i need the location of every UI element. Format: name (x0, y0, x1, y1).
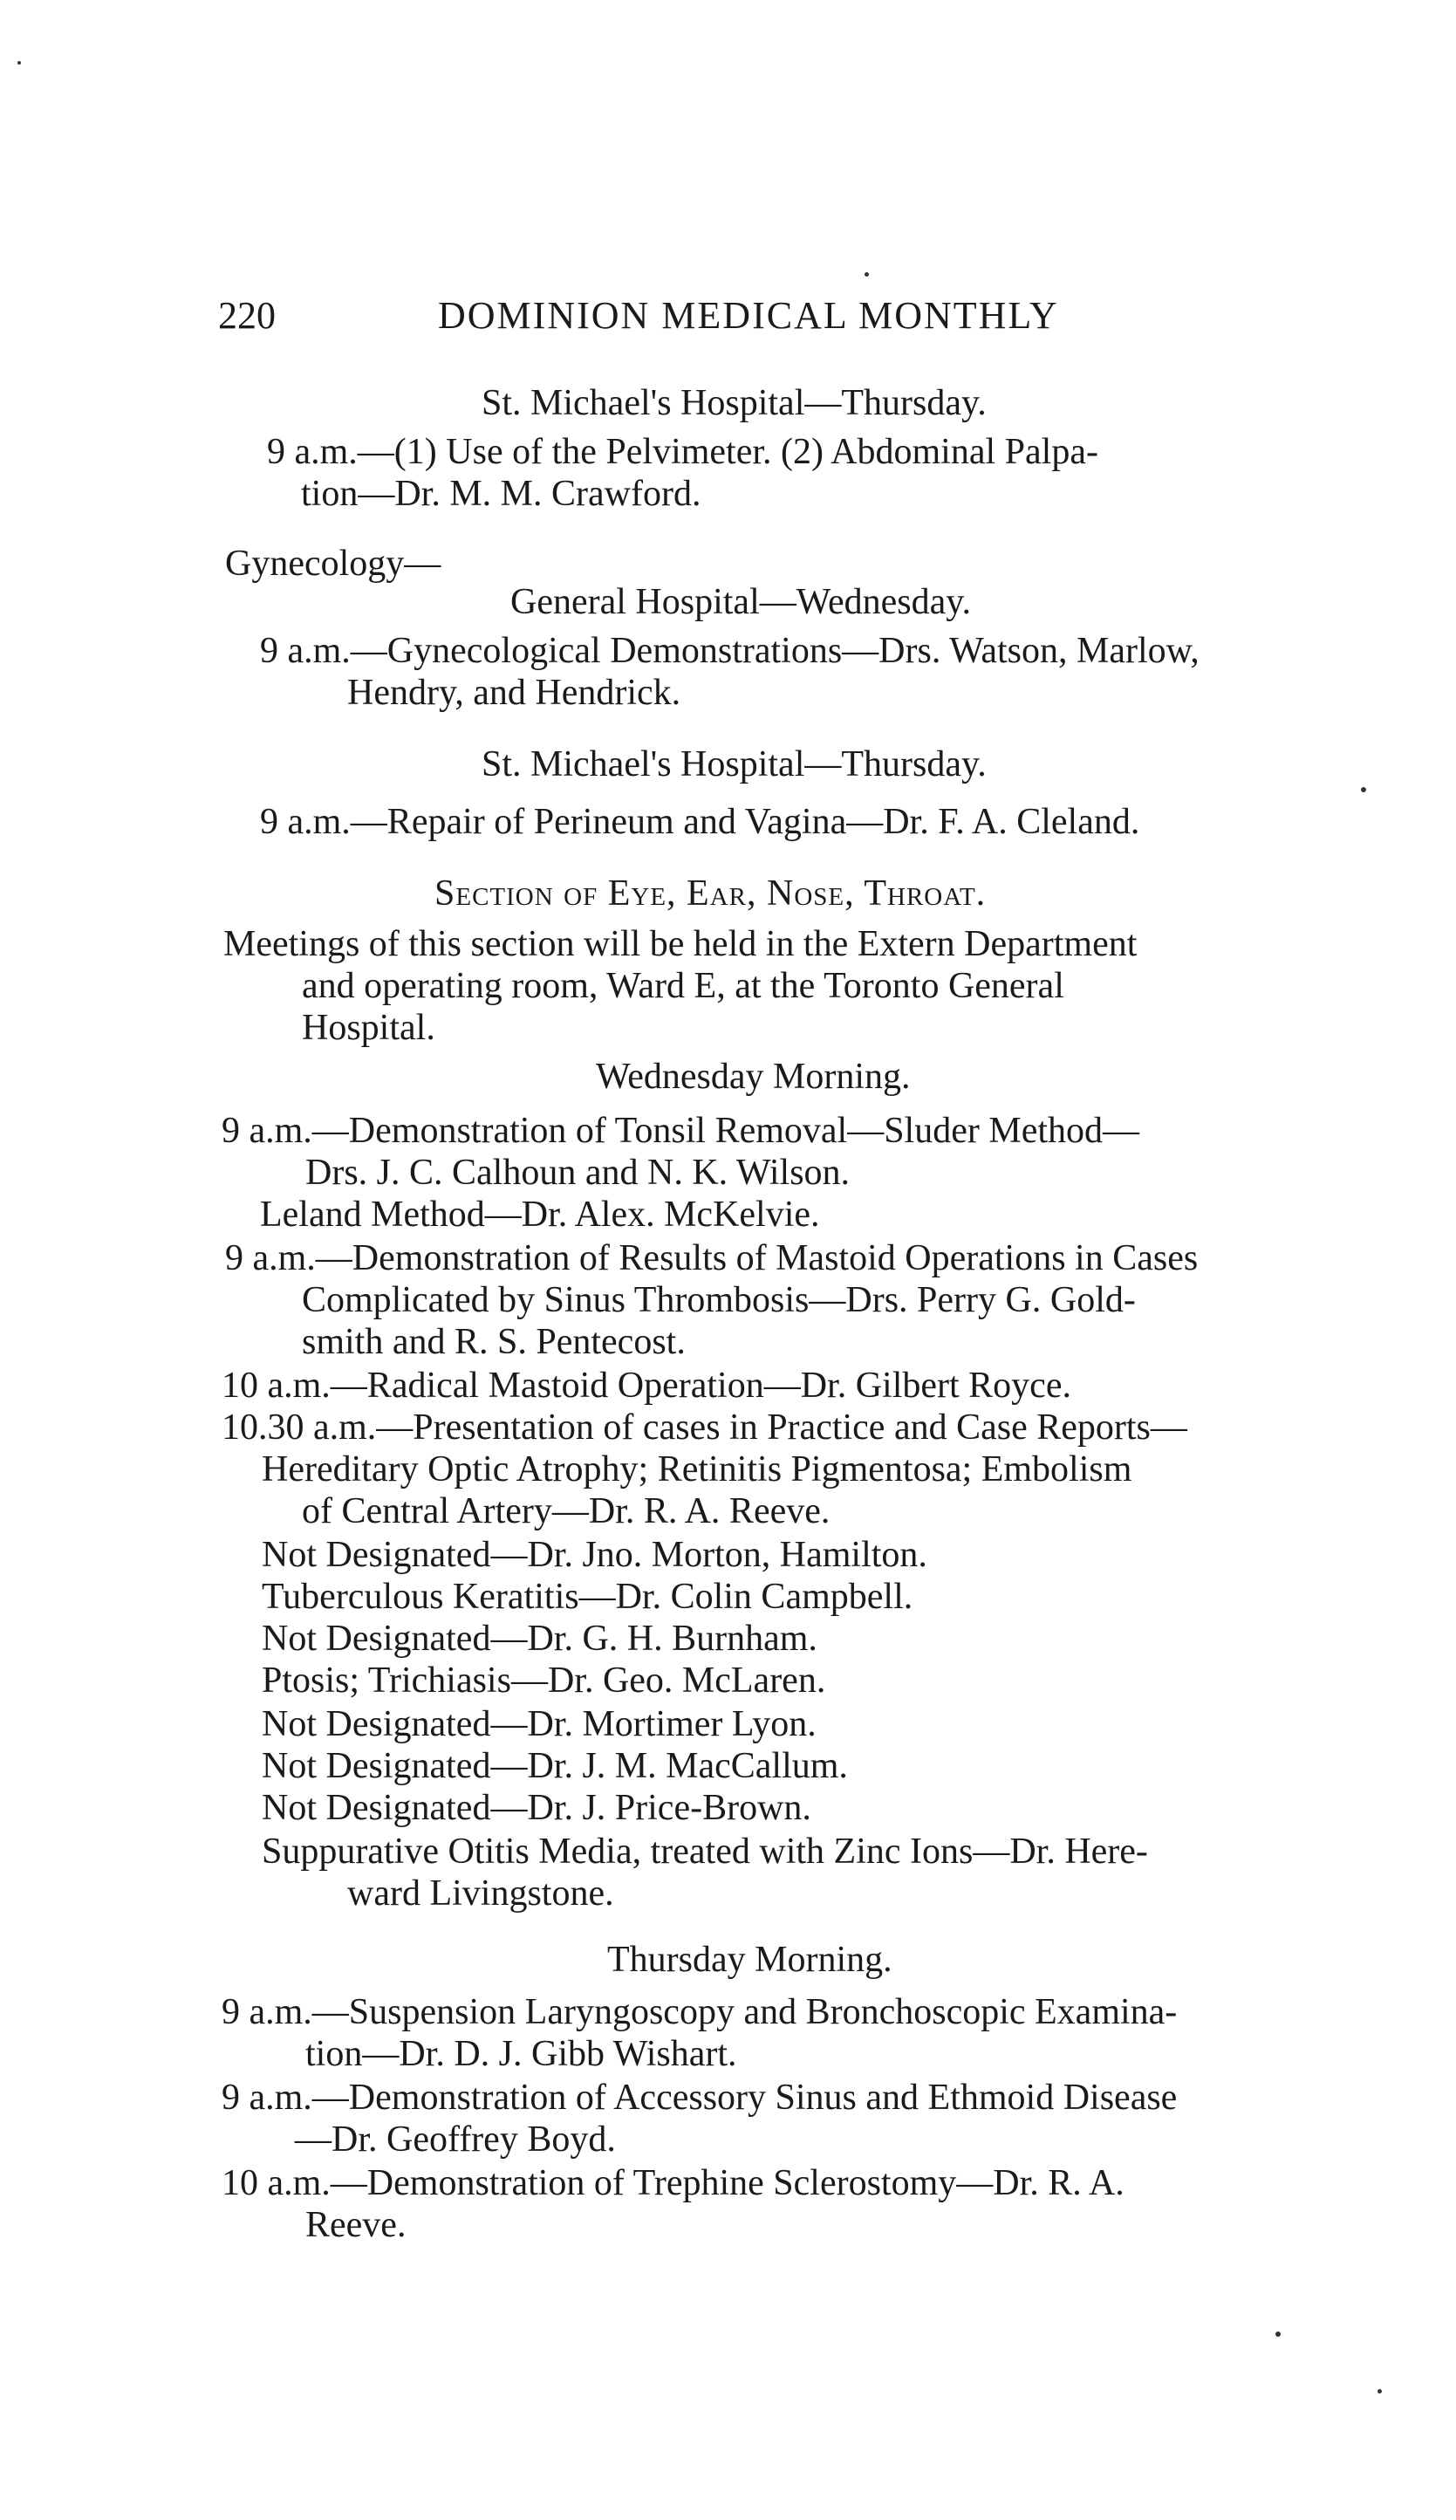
schedule-line: 9 a.m.—Demonstration of Tonsil Removal—Sluder Method— (222, 1111, 1140, 1151)
schedule-line: Hereditary Optic Atrophy; Retinitis Pigmentosa; Embolism (262, 1449, 1132, 1489)
entry-line (267, 431, 1330, 473)
scan-speck (1361, 787, 1366, 792)
entry-text: 9 a.m.—(1) Use of the Pelvimeter. (2) Abdominal Palpa- (267, 432, 1098, 472)
schedule-line: Suppurative Otitis Media, treated with Zinc Ions—Dr. Here- (262, 1832, 1148, 1872)
schedule-line: 10 a.m.—Demonstration of Trephine Sclerostomy—Dr. R. A. (222, 2163, 1124, 2203)
schedule-line: Reeve. (305, 2205, 407, 2245)
scan-speck (17, 61, 21, 65)
intro-line: and operating room, Ward E, at the Toronto General (302, 966, 1064, 1006)
section-title: Section of Eye, Ear, Nose, Throat. (434, 873, 987, 914)
entry-line: 9 a.m.—Repair of Perineum and Vagina—Dr. F. A. Cleland. (260, 802, 1140, 842)
intro-line: Meetings of this section will be held in the Extern Department (223, 924, 1138, 964)
section-heading: St. Michael's Hospital—Thursday. (482, 383, 987, 423)
category-label: Gynecology— (225, 544, 441, 584)
entry-line: tion—Dr. M. M. Crawford. (301, 474, 701, 514)
schedule-line: Drs. J. C. Calhoun and N. K. Wilson. (305, 1153, 851, 1193)
schedule-line: —Dr. Geoffrey Boyd. (295, 2119, 616, 2160)
scan-speck (1377, 2389, 1382, 2393)
schedule-line: Tuberculous Keratitis—Dr. Colin Campbell. (262, 1577, 913, 1617)
intro-line: Hospital. (302, 1008, 435, 1048)
section-heading: General Hospital—Wednesday. (510, 582, 972, 622)
schedule-line: 9 a.m.—Demonstration of Accessory Sinus and Ethmoid Disease (222, 2078, 1178, 2118)
schedule-line: ward Livingstone. (347, 1873, 614, 1914)
schedule-line: Not Designated—Dr. J. Price-Brown. (262, 1788, 811, 1828)
schedule-line: of Central Artery—Dr. R. A. Reeve. (302, 1491, 831, 1531)
schedule-line: 9 a.m.—Suspension Laryngoscopy and Bronchoscopic Examina- (222, 1992, 1178, 2032)
schedule-line: Not Designated—Dr. G. H. Burnham. (262, 1619, 817, 1659)
schedule-line: 10 a.m.—Radical Mastoid Operation—Dr. Gilbert Royce. (222, 1366, 1071, 1406)
entry-line: 9 a.m.—Gynecological Demonstrations—Drs. Watson, Marlow, (260, 631, 1200, 671)
running-title: DOMINION MEDICAL MONTHLY (438, 294, 1059, 337)
entry-line: Hendry, and Hendrick. (347, 673, 681, 713)
schedule-line: 9 a.m.—Demonstration of Results of Mastoid Operations in Cases (225, 1238, 1199, 1278)
schedule-line: Not Designated—Dr. J. M. MacCallum. (262, 1746, 848, 1786)
schedule-line: tion—Dr. D. J. Gibb Wishart. (305, 2034, 737, 2074)
schedule-line: Leland Method—Dr. Alex. McKelvie. (260, 1195, 820, 1235)
day-heading: Thursday Morning. (607, 1940, 892, 1980)
scan-speck (1275, 2332, 1281, 2337)
schedule-line: Not Designated—Dr. Mortimer Lyon. (262, 1704, 817, 1744)
schedule-line: 10.30 a.m.—Presentation of cases in Practice and Case Reports— (222, 1407, 1187, 1448)
section-heading: St. Michael's Hospital—Thursday. (482, 744, 987, 784)
schedule-line: Complicated by Sinus Thrombosis—Drs. Perry G. Gold- (302, 1280, 1136, 1320)
schedule-line: Ptosis; Trichiasis—Dr. Geo. McLaren. (262, 1661, 826, 1701)
schedule-line: smith and R. S. Pentecost. (302, 1322, 686, 1362)
scan-speck (865, 272, 869, 277)
page-number: 220 (218, 294, 276, 337)
day-heading: Wednesday Morning. (596, 1057, 911, 1097)
schedule-line: Not Designated—Dr. Jno. Morton, Hamilton. (262, 1535, 927, 1575)
